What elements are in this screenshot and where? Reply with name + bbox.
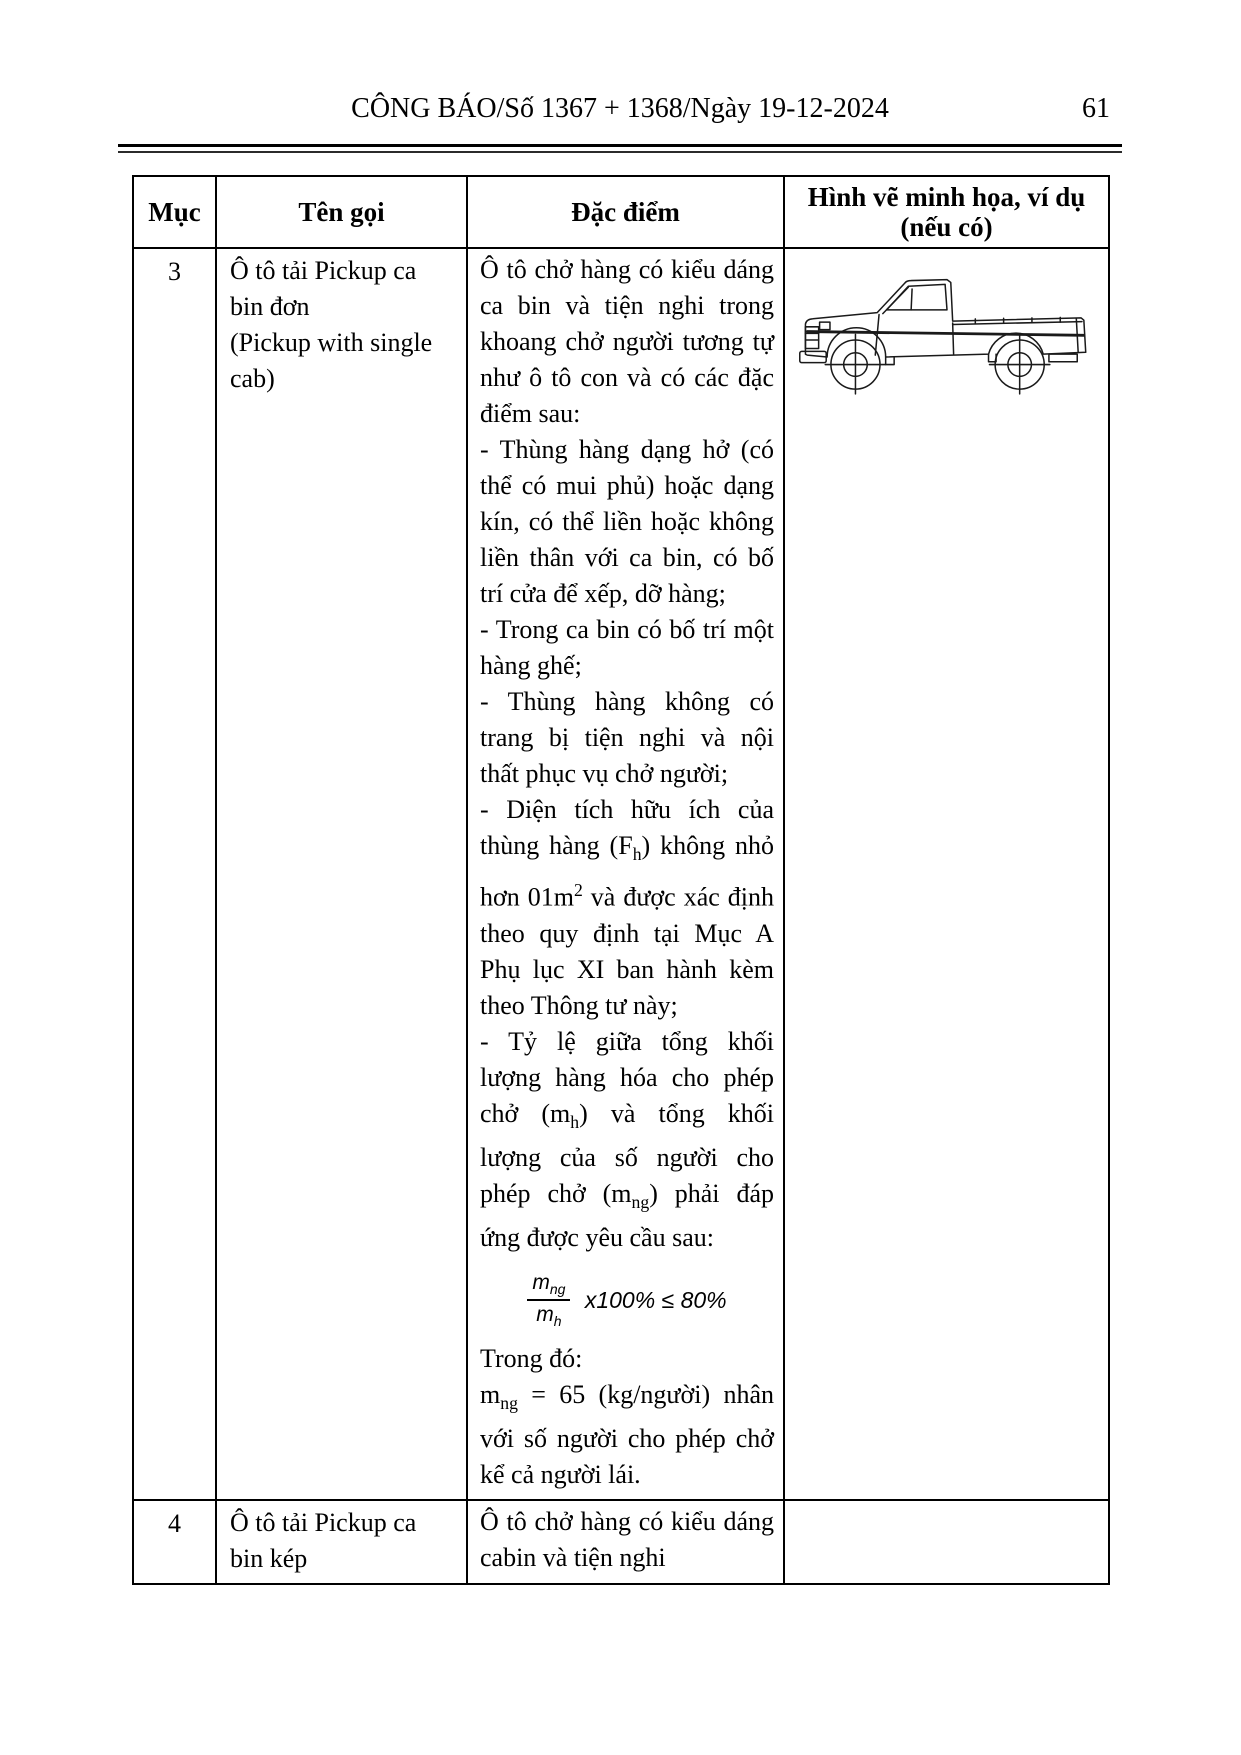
col-header-ten-goi: Tên gọi (216, 176, 467, 248)
formula-denominator: $m_h$ (536, 1303, 562, 1330)
paragraph: - Thùng hàng không có trang bị tiện nghi và nội thất phục vụ chở người; (480, 687, 774, 788)
header-rule-bottom (118, 151, 1122, 153)
header-rule-top (118, 144, 1122, 147)
paragraph: - Thùng hàng dạng hở (có thể có mui phủ) hoặc dạng kín, có thể liền hoặc không liền thân với ca bin, có bố trí cửa để xếp, dỡ hàng; (480, 435, 774, 608)
row4-ten-goi (216, 1500, 467, 1584)
paragraph: - Trong ca bin có bố trí một hàng ghế; (480, 615, 774, 680)
table-row-4 (133, 1500, 1109, 1584)
gazette-title: CÔNG BÁO/Số 1367 + 1368/Ngày 19-12-2024 (351, 93, 889, 124)
formula-numerator: $m_{ng}$ (527, 1272, 570, 1301)
page-number: 61 (1082, 93, 1110, 124)
row3-dac-diem-text-top (480, 252, 774, 1256)
row4-hinh-ve (784, 1500, 1109, 1584)
row3-dac-diem (467, 248, 784, 1500)
row4-dac-diem (467, 1500, 784, 1584)
page-header (118, 92, 1122, 126)
formula-fraction (527, 1272, 570, 1328)
col-header-muc: Mục (133, 176, 216, 248)
row3-muc: 3 (133, 248, 216, 1500)
row3-hinh-ve (784, 248, 1109, 1500)
row4-muc: 4 (133, 1500, 216, 1584)
paragraph: $m_{ng} = 65$ (kg/người) nhân với số người cho phép chở kể cả người lái. (480, 1379, 774, 1489)
row3-dac-diem-text-bottom (480, 1341, 774, 1493)
col-header-hinh-ve: Hình vẽ minh họa, ví dụ (nếu có) (784, 176, 1109, 248)
paragraph: - Diện tích hữu ích của thùng hàng $(F_h)$ không nhỏ hơn $01m^2$ và được xác định theo quy định tại Mục A Phụ lục XI ban hành kèm theo Thông tư này; (480, 795, 774, 1020)
table-header-row (133, 176, 1109, 248)
mass-ratio-formula (480, 1272, 774, 1328)
paragraph: - Tỷ lệ giữa tổng khối lượng hàng hóa cho phép chở $(m_h)$ và tổng khối lượng của số người cho phép chở $(m_{ng})$ phải đáp ứng được yêu cầu sau: (480, 1026, 775, 1253)
paragraph: Ô tô chở hàng có kiểu dáng ca bin và tiện nghi trong khoang chở người tương tự như ô tô con và có các đặc điểm sau: (480, 255, 774, 428)
table-row-3 (133, 248, 1109, 1500)
paragraph: Ô tô tải Pickup ca bin đơn (230, 256, 417, 321)
paragraph: (Pickup with single cab) (230, 328, 433, 393)
row3-ten-goi (216, 248, 467, 1500)
pickup-truck-illustration (796, 269, 1098, 395)
vehicle-classification-table (132, 175, 1110, 1585)
col-header-dac-diem: Đặc điểm (467, 176, 784, 248)
formula-expression: x100% ≤ 80% (584, 1286, 727, 1313)
paragraph: Ô tô chở hàng có kiểu dáng cabin và tiện nghi (480, 1506, 774, 1572)
paragraph: Trong đó: (480, 1343, 583, 1373)
paragraph: Ô tô tải Pickup ca bin kép (230, 1507, 417, 1573)
